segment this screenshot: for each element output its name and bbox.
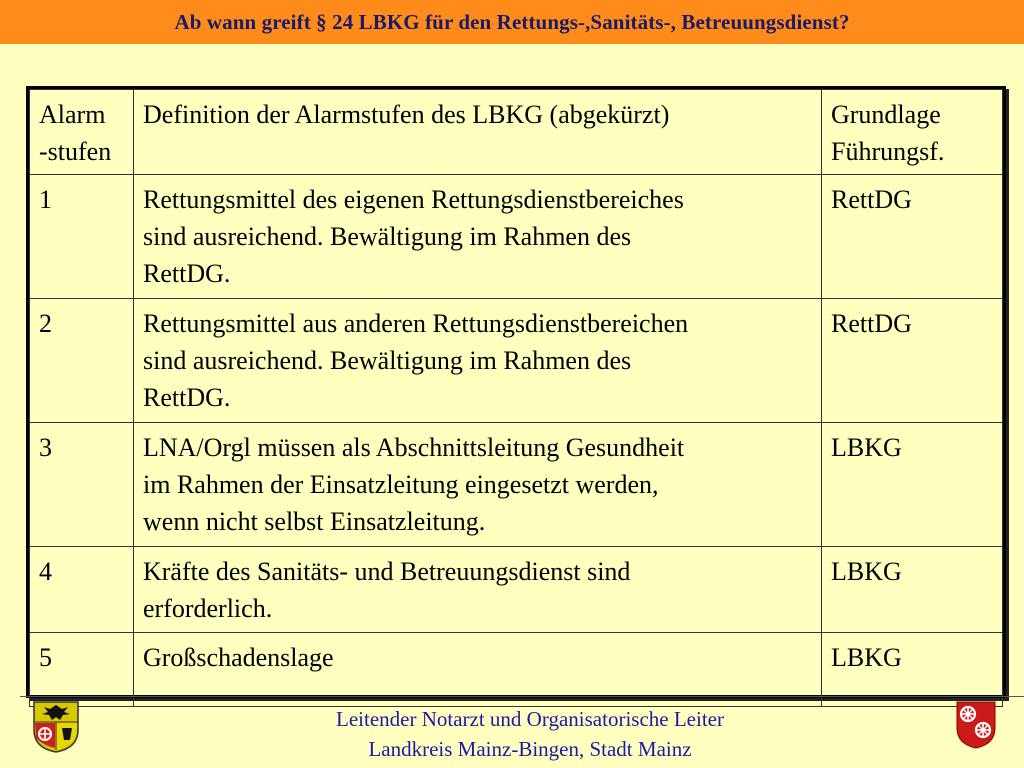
slide-title: Ab wann greift § 24 LBKG für den Rettungs-,Sanitäts-, Betreuungsdienst? bbox=[174, 9, 850, 34]
cell-stufe: 2 bbox=[30, 299, 134, 423]
cell-grundlage: RettDG bbox=[822, 299, 1003, 423]
definition-line: RettDG. bbox=[143, 383, 231, 412]
definition-line: im Rahmen der Einsatzleitung eingesetzt werden, bbox=[143, 470, 659, 499]
header-stufe-line1: Alarm bbox=[39, 100, 106, 129]
cell-stufe: 5 bbox=[30, 633, 134, 707]
table-row bbox=[30, 547, 1003, 633]
cell-definition bbox=[134, 547, 822, 633]
cell-grundlage: RettDG bbox=[822, 175, 1003, 299]
definition-line: LNA/Orgl müssen als Abschnittsleitung Gesundheit bbox=[143, 433, 685, 462]
cell-definition bbox=[134, 423, 822, 547]
table-row bbox=[30, 299, 1003, 423]
cell-grundlage: LBKG bbox=[822, 423, 1003, 547]
cell-stufe: 4 bbox=[30, 547, 134, 633]
header-stufe-line2: -stufen bbox=[39, 137, 112, 166]
table-header-row bbox=[30, 90, 1003, 175]
definition-line: wenn nicht selbst Einsatzleitung. bbox=[143, 507, 486, 536]
stadt-mainz-coat-of-arms-icon bbox=[955, 700, 997, 755]
cell-definition bbox=[134, 299, 822, 423]
header-cell-stufe bbox=[30, 90, 134, 175]
footer-line-2: Landkreis Mainz-Bingen, Stadt Mainz bbox=[368, 737, 692, 761]
table-row bbox=[30, 423, 1003, 547]
table bbox=[29, 89, 1003, 707]
definition-line: Rettungsmittel des eigenen Rettungsdienstbereiches bbox=[143, 185, 684, 214]
definition-line: RettDG. bbox=[143, 259, 231, 288]
title-bar bbox=[0, 0, 1024, 44]
definition-line: sind ausreichend. Bewältigung im Rahmen des bbox=[143, 346, 632, 375]
definition-line: Großschadenslage bbox=[143, 643, 334, 672]
footer bbox=[200, 704, 860, 764]
definition-line: sind ausreichend. Bewältigung im Rahmen des bbox=[143, 222, 632, 251]
alarm-levels-table bbox=[26, 86, 1006, 698]
definition-line: erforderlich. bbox=[143, 594, 273, 623]
cell-grundlage: LBKG bbox=[822, 633, 1003, 707]
header-grundlage-line1: Grundlage bbox=[831, 100, 941, 129]
cell-grundlage: LBKG bbox=[822, 547, 1003, 633]
cell-stufe: 3 bbox=[30, 423, 134, 547]
header-grundlage-line2: Führungsf. bbox=[831, 137, 945, 166]
definition-line: Rettungsmittel aus anderen Rettungsdienstbereichen bbox=[143, 309, 689, 338]
header-cell-grundlage bbox=[822, 90, 1003, 175]
table-row bbox=[30, 175, 1003, 299]
footer-line-1: Leitender Notarzt und Organisatorische Leiter bbox=[336, 707, 724, 731]
cell-stufe: 1 bbox=[30, 175, 134, 299]
header-cell-definition: Definition der Alarmstufen des LBKG (abgekürzt) bbox=[134, 90, 822, 175]
landkreis-mainz-bingen-coat-of-arms-icon bbox=[32, 700, 80, 759]
definition-line: Kräfte des Sanitäts- und Betreuungsdienst sind bbox=[143, 557, 631, 586]
cell-definition bbox=[134, 175, 822, 299]
footer-divider bbox=[20, 696, 1024, 697]
